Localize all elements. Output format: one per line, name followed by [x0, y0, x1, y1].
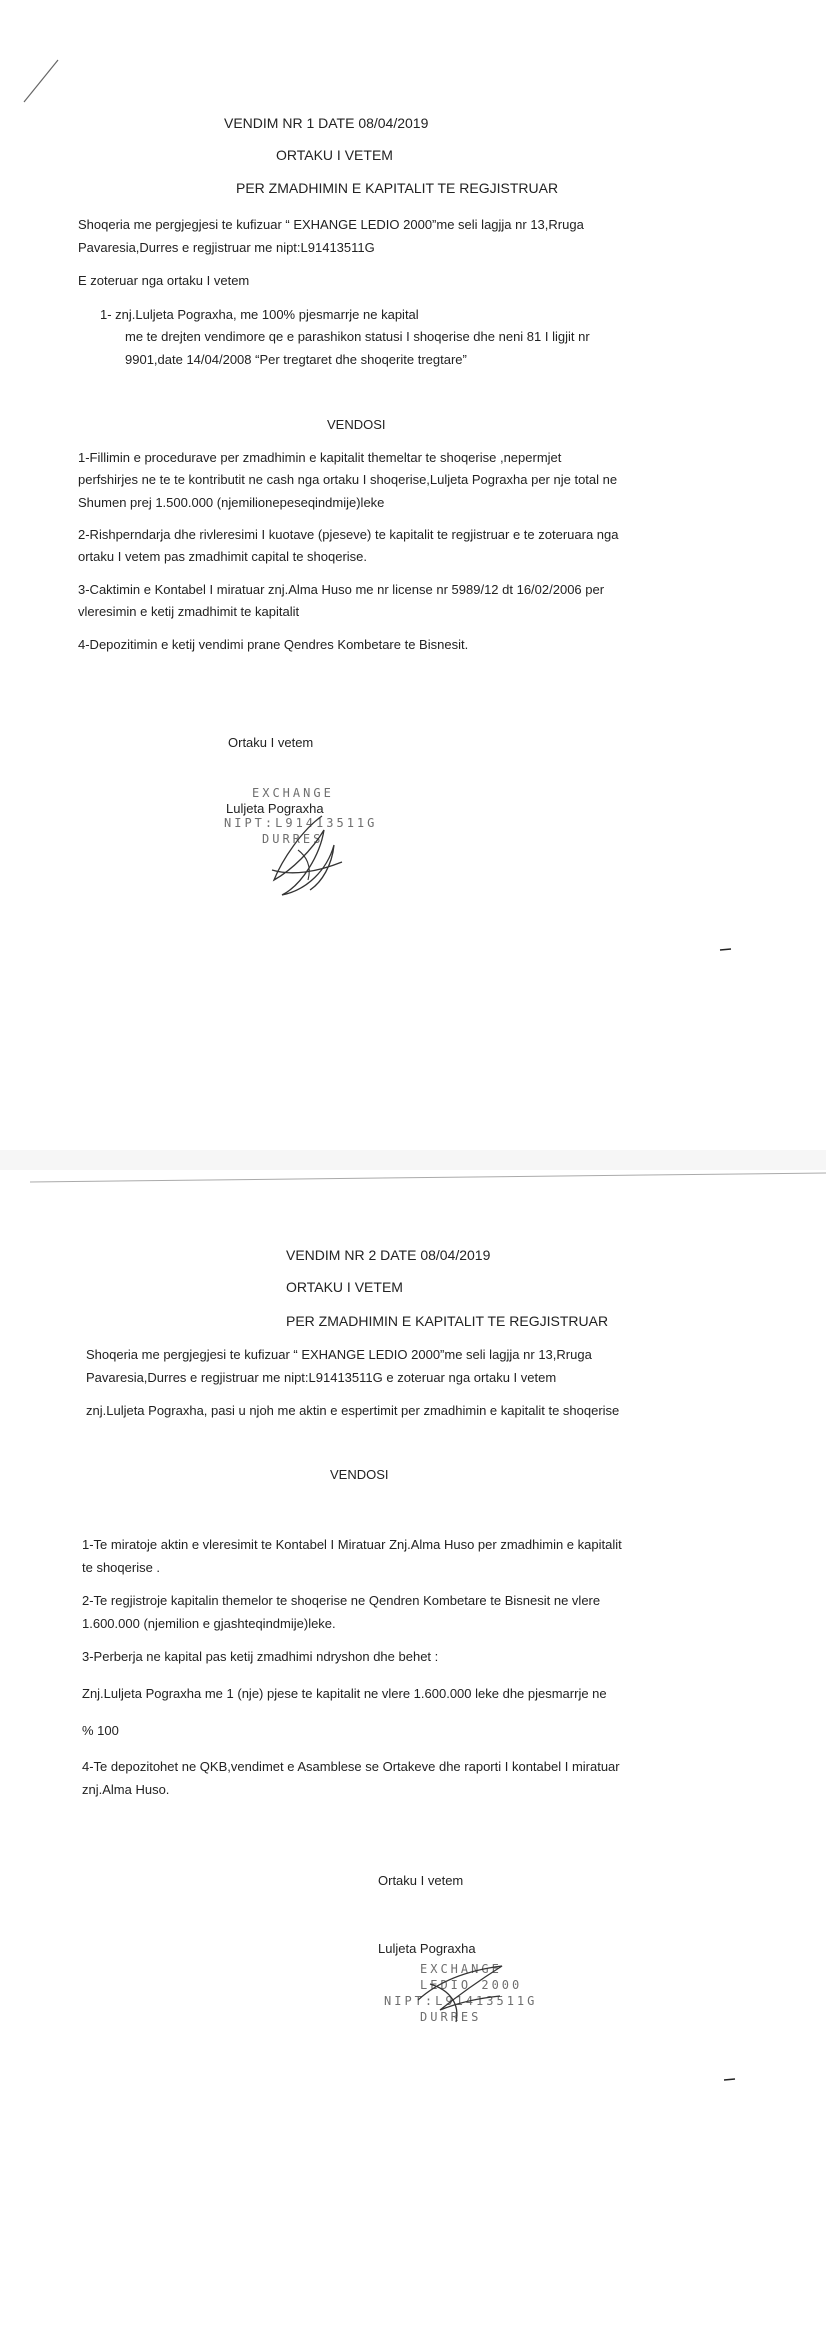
page1-signatory-title: Ortaku I vetem [228, 735, 314, 750]
page2-stamp-line-4: DURRES [420, 2010, 482, 2024]
document-page-2 [0, 1170, 826, 2338]
page2-decision-2-line-1: 2-Te regjistroje kapitalin themelor te shoqerise ne Qendren Kombetare te Bisnesit ne vlere [82, 1593, 601, 1608]
page2-decides-heading: VENDOSI [330, 1467, 389, 1482]
page2-signature-scribble [410, 1950, 510, 2030]
page1-decision-2-line-1: 2-Rishperndarja dhe rivleresimi I kuotave (pjeseve) te kapitalit te regjistruar e te zoteruara nga [78, 527, 619, 542]
page1-decision-1-line-2: perfshirjes ne te te kontributit ne cash nga ortaku I shoqerise,Luljeta Pograxha per nje total ne [78, 472, 618, 487]
page2-decision-4-line-1: 4-Te depozitohet ne QKB,vendimet e Asamblese se Ortakeve dhe raporti I kontabel I miratuar [82, 1759, 620, 1774]
page1-owner-line-3: 9901,date 14/04/2008 “Per tregtaret dhe shoqerite tregtare” [125, 352, 467, 367]
page1-subtitle-owner: ORTAKU I VETEM [276, 147, 393, 163]
page1-decision-1-line-1: 1-Fillimin e procedurave per zmadhimin e kapitalit themeltar te shoqerise ,nepermjet [78, 450, 562, 465]
page1-intro-line-1: Shoqeria me pergjegjesi te kufizuar “ EXHANGE LEDIO 2000”me seli lagjja nr 13,Rruga [78, 217, 584, 232]
pen-stroke-mark [20, 58, 60, 106]
page2-signatory-title: Ortaku I vetem [378, 1873, 464, 1888]
page2-capital-composition: Znj.Luljeta Pograxha me 1 (nje) pjese te kapitalit ne vlere 1.600.000 leke dhe pjesmarrje ne [82, 1686, 607, 1701]
page1-intro-line-2: Pavaresia,Durres e regjistruar me nipt:L91413511G [78, 240, 375, 255]
page1-owner-line-1: 1- znj.Luljeta Pograxha, me 100% pjesmarrje ne kapital [100, 307, 419, 322]
page1-decision-3-line-1: 3-Caktimin e Kontabel I miratuar znj.Alma Huso me nr license nr 5989/12 dt 16/02/2006 per [78, 582, 605, 597]
page1-title: VENDIM NR 1 DATE 08/04/2019 [224, 115, 429, 131]
page1-stamp-line-2: NIPT:L91413511G [224, 816, 378, 830]
page1-stamp-line-1: EXCHANGE [252, 786, 334, 800]
page1-decision-4-line-1: 4-Depozitimin e ketij vendimi prane Qendres Kombetare te Bisnesit. [78, 637, 469, 652]
page1-represented-by: E zoteruar nga ortaku I vetem [78, 273, 250, 288]
page1-decision-2-line-2: ortaku I vetem pas zmadhimit capital te shoqerise. [78, 549, 368, 564]
page2-decision-1-line-2: te shoqerise . [82, 1560, 161, 1575]
page1-decision-3-line-2: vleresimin e ketij zmadhimit te kapitalit [78, 604, 300, 619]
page1-stamp-line-3: DURRES [262, 832, 324, 846]
page2-stamp-line-1: EXCHANGE [420, 1962, 502, 1976]
page2-decision-1-line-1: 1-Te miratoje aktin e vleresimit te Kontabel I Miratuar Znj.Alma Huso per zmadhimin e kapitalit [82, 1537, 622, 1552]
page2-stamp-line-2: LEDIO 2000 [420, 1978, 523, 1992]
page2-title: VENDIM NR 2 DATE 08/04/2019 [286, 1247, 491, 1263]
page2-margin-mark [724, 2078, 736, 2082]
page2-subtitle-capital: PER ZMADHIMIN E KAPITALIT TE REGJISTRUAR [286, 1313, 609, 1329]
page2-signatory-name: Luljeta Pograxha [378, 1941, 476, 1956]
page2-decision-2-line-2: 1.600.000 (njemilion e gjashteqindmije)leke. [82, 1616, 336, 1631]
page2-owner-line: znj.Luljeta Pograxha, pasi u njoh me aktin e espertimit per zmadhimin e kapitalit te shoqerise [86, 1403, 620, 1418]
page2-intro-line-1: Shoqeria me pergjegjesi te kufizuar “ EXHANGE LEDIO 2000”me seli lagjja nr 13,Rruga [86, 1347, 592, 1362]
page-separator [0, 1150, 826, 1170]
page1-subtitle-capital: PER ZMADHIMIN E KAPITALIT TE REGJISTRUAR [236, 180, 559, 196]
page2-participation-percent: % 100 [82, 1723, 119, 1738]
page2-intro-line-2: Pavaresia,Durres e regjistruar me nipt:L91413511G e zoteruar nga ortaku I vetem [86, 1370, 557, 1385]
page1-margin-mark [720, 948, 732, 952]
page1-decides-heading: VENDOSI [327, 417, 386, 432]
page1-signatory-name: Luljeta Pograxha [226, 801, 324, 816]
page2-decision-4-line-2: znj.Alma Huso. [82, 1782, 170, 1797]
page1-owner-line-2: me te drejten vendimore qe e parashikon statusi I shoqerise dhe neni 81 I ligjit nr [125, 329, 590, 344]
page2-subtitle-owner: ORTAKU I VETEM [286, 1279, 403, 1295]
page1-signature-scribble [262, 810, 352, 900]
document-page-1 [0, 0, 826, 1150]
page1-decision-1-line-3: Shumen prej 1.500.000 (njemilionepeseqindmije)leke [78, 495, 385, 510]
page2-scan-edge [0, 1170, 826, 1200]
page2-stamp-line-3: NIPT:L91413511G [384, 1994, 538, 2008]
page2-decision-3-line-1: 3-Perberja ne kapital pas ketij zmadhimi ndryshon dhe behet : [82, 1649, 439, 1664]
